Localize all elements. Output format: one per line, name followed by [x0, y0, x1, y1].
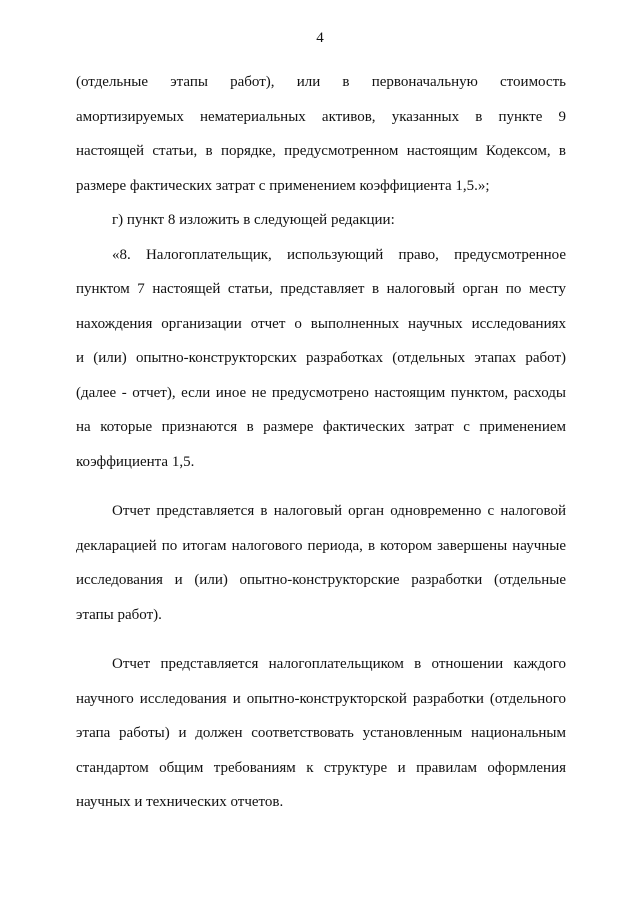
- text-line: Отчет представляется в налоговый орган одновременно с налоговой: [112, 503, 566, 519]
- text-line: декларацией по итогам налогового периода, в котором завершены научные: [76, 537, 566, 554]
- text-line: научного исследования и опытно-конструкторской разработки (отдельного: [76, 690, 566, 707]
- paragraph-continuation: [76, 65, 566, 203]
- text-line: нахождения организации отчет о выполненных научных исследованиях: [76, 315, 566, 332]
- text-line: размере фактических затрат с применением коэффициента 1,5.»;: [76, 177, 490, 194]
- text-line: пунктом 7 настоящей статьи, представляет в налоговый орган по месту: [76, 281, 566, 297]
- paragraph-report-requirements: [76, 647, 566, 820]
- paragraph-item-8: [76, 238, 566, 480]
- text-line: «8. Налогоплательщик, использующий право, предусмотренное: [112, 246, 566, 263]
- text-line: настоящей статьи, в порядке, предусмотренном настоящим Кодексом, в: [76, 143, 566, 159]
- text-line: амортизируемых нематериальных активов, указанных в пункте 9: [76, 108, 566, 125]
- text-line: этапа работы) и должен соответствовать установленным национальным: [76, 725, 566, 741]
- text-line: исследования и (или) опытно-конструкторские разработки (отдельные: [76, 572, 566, 588]
- paragraph-subitem-g: [76, 203, 566, 238]
- text-line: коэффициента 1,5.: [76, 453, 195, 470]
- document-body: [76, 65, 566, 820]
- text-line: этапы работ).: [76, 606, 162, 623]
- text-line: Отчет представляется налогоплательщиком в отношении каждого: [112, 656, 566, 672]
- page-number: 4: [316, 30, 324, 46]
- text-line: (далее - отчет), если иное не предусмотрено настоящим пунктом, расходы: [76, 384, 566, 401]
- text-line: стандартом общим требованиям к структуре и правилам оформления: [76, 759, 566, 776]
- text-line: на которые признаются в размере фактических затрат с применением: [76, 419, 566, 435]
- text-line: и (или) опытно-конструкторских разработках (отдельных этапах работ): [76, 350, 566, 366]
- paragraph-report-submission: [76, 494, 566, 632]
- text-line: г) пункт 8 изложить в следующей редакции:: [112, 212, 395, 228]
- text-line: (отдельные этапы работ), или в первоначальную стоимость: [76, 74, 566, 90]
- text-line: научных и технических отчетов.: [76, 794, 284, 810]
